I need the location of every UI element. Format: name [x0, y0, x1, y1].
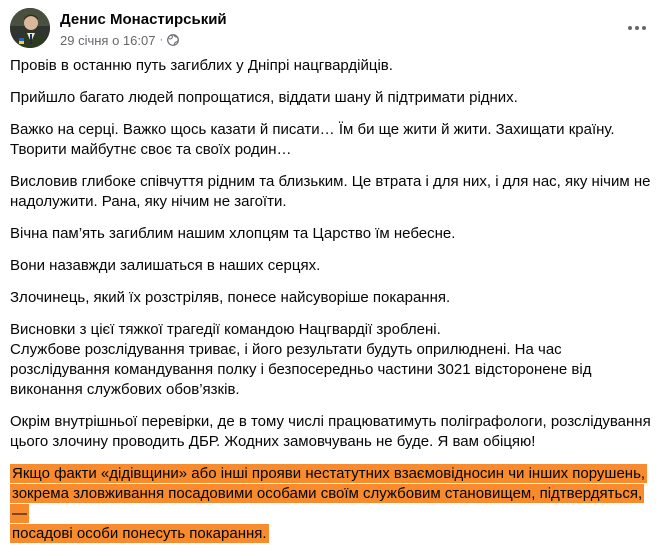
globe-icon[interactable]	[167, 34, 179, 46]
post-paragraph: Окрім внутрішньої перевірки, де в тому числі працюватимуть поліграфологи, розслідування цього злочину проводить ДБР. Жодних замовчувань не буде. Я вам обіцяю!	[10, 413, 651, 450]
post-timestamp[interactable]: 29 січня о 16:07	[60, 32, 156, 48]
post-paragraph: Прийшло багато людей попрощатися, віддати шану й підтримати рідних.	[10, 89, 518, 106]
post-header	[10, 8, 661, 52]
post-body	[10, 56, 658, 556]
highlighted-text: Якщо факти «дідівщини» або інші прояви нестатутних взаємовідносин чи інших порушень, зокрема зловживання посадовими особами своїм службовим становищем, підтвердяться, — посадові особи понесуть покарання.	[12, 465, 646, 542]
post-paragraph: Провів в останню путь загиблих у Дніпрі нацгвардійців.	[10, 57, 393, 74]
post-meta	[60, 32, 179, 48]
more-options-button[interactable]	[619, 14, 655, 42]
meta-separator: ·	[159, 34, 164, 46]
author-name-link[interactable]: Денис Монастирський	[60, 11, 227, 28]
post-paragraph: Злочинець, який їх розстріляв, понесе найсуворіше покарання.	[10, 289, 451, 306]
highlighted-paragraph	[10, 464, 658, 544]
more-horizontal-icon	[627, 25, 647, 31]
post-paragraph: Висловив глибоке співчуття рідним та близьким. Це втрата і для них, і для нас, яку нічим не надолужити. Рана, яку нічим не загоїти.	[10, 173, 651, 210]
post-paragraph: Висновки з цієї тяжкої трагедії командою Нацгвардії зроблені. Службове розслідування триває, і його результати будуть оприлюднені. На час розслідування командування полку і безпосередньо частини 3021 відсторонене від виконання службових обов’язків.	[10, 321, 592, 398]
avatar-image	[10, 8, 50, 48]
post-paragraph: Вони назавжди залишаться в наших серцях.	[10, 257, 321, 274]
post-paragraph: Вічна пам’ять загиблим нашим хлопцям та Царство їм небесне.	[10, 225, 456, 242]
avatar[interactable]	[10, 8, 50, 48]
post-paragraph: Важко на серці. Важко щось казати й писати… Їм би ще жити й жити. Захищати країну. Творити майбутнє своє та своїх родин…	[10, 121, 615, 158]
